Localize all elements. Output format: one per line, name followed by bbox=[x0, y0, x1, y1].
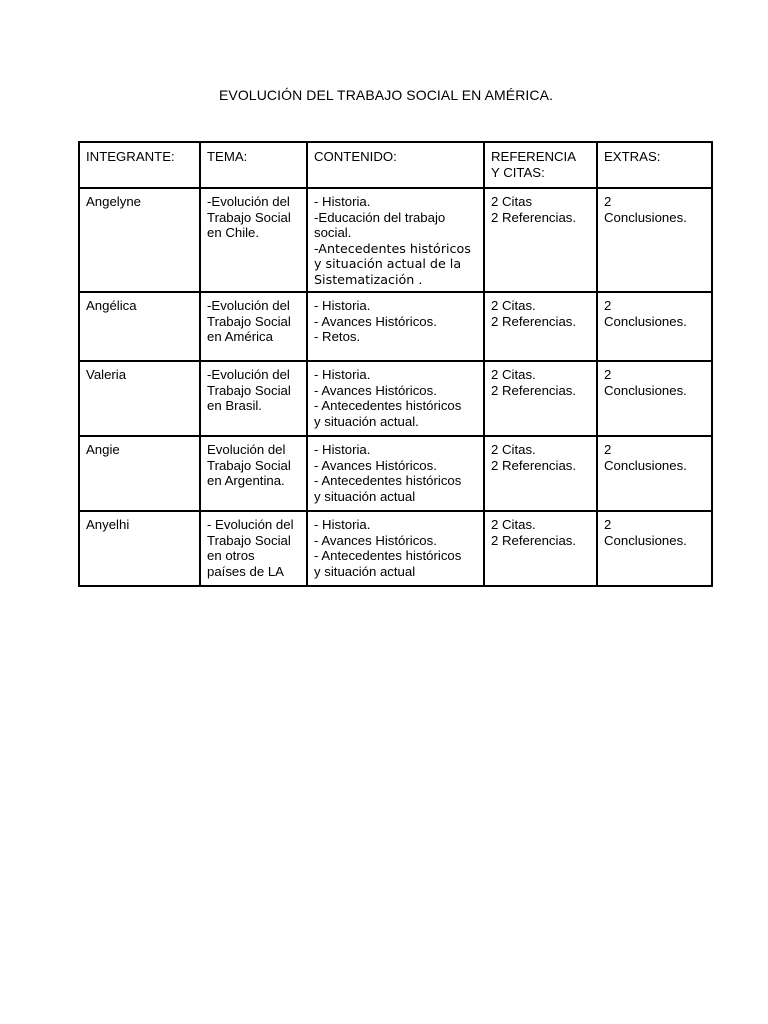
cell-tema bbox=[200, 361, 307, 436]
header-referencia-line: REFERENCIA bbox=[491, 149, 576, 164]
referencias-line: 2 Citas bbox=[491, 194, 533, 209]
cell-extras bbox=[597, 511, 712, 586]
contenido-line: -Educación del trabajo bbox=[314, 209, 446, 225]
header-referencia-line: Y CITAS: bbox=[491, 164, 545, 180]
contenido-line: y situación actual bbox=[314, 563, 416, 579]
contenido-line: y situación actual bbox=[314, 488, 416, 504]
tema-line: Evolución del bbox=[207, 442, 286, 457]
contenido-line: - Avances Históricos. bbox=[314, 382, 437, 398]
contenido-line: - Antecedentes históricos bbox=[314, 548, 462, 563]
extras-line: 2 bbox=[604, 442, 612, 457]
extras-line: Conclusiones. bbox=[604, 209, 687, 225]
cell-tema bbox=[200, 188, 307, 292]
extras-line: Conclusiones. bbox=[604, 457, 687, 473]
referencias-line: 2 Citas. bbox=[491, 517, 536, 532]
contenido-line: Sistematización . bbox=[314, 271, 423, 287]
cell-extras bbox=[597, 292, 712, 361]
cell-integrante: Anyelhi bbox=[79, 511, 200, 586]
extras-line: Conclusiones. bbox=[604, 313, 687, 329]
cell-integrante: Valeria bbox=[79, 361, 200, 436]
contenido-line: - Avances Históricos. bbox=[314, 457, 437, 473]
referencias-line: 2 Citas. bbox=[491, 442, 536, 457]
contenido-line: - Retos. bbox=[314, 329, 361, 344]
table-row bbox=[79, 188, 712, 292]
tema-line: - Evolución del bbox=[207, 517, 294, 532]
tema-line: -Evolución del bbox=[207, 367, 290, 382]
extras-line: 2 bbox=[604, 194, 612, 209]
cell-contenido bbox=[307, 188, 484, 292]
cell-extras bbox=[597, 188, 712, 292]
tema-line: -Evolución del bbox=[207, 194, 290, 209]
tema-line: Trabajo Social bbox=[207, 457, 291, 473]
header-tema: TEMA: bbox=[200, 142, 307, 188]
assignment-table bbox=[78, 141, 713, 587]
header-contenido: CONTENIDO: bbox=[307, 142, 484, 188]
table-row bbox=[79, 292, 712, 361]
contenido-line: - Historia. bbox=[314, 517, 371, 532]
referencias-line: 2 Referencias. bbox=[491, 313, 577, 329]
tema-line: Trabajo Social bbox=[207, 313, 291, 329]
tema-line: en Chile. bbox=[207, 225, 260, 240]
referencias-line: 2 Referencias. bbox=[491, 209, 577, 225]
contenido-line: - Antecedentes históricos bbox=[314, 398, 462, 413]
tema-line: en Brasil. bbox=[207, 398, 262, 413]
extras-line: 2 bbox=[604, 367, 612, 382]
cell-contenido bbox=[307, 361, 484, 436]
cell-referencias bbox=[484, 361, 597, 436]
cell-referencias bbox=[484, 511, 597, 586]
referencias-line: 2 Referencias. bbox=[491, 382, 577, 398]
referencias-line: 2 Citas. bbox=[491, 367, 536, 382]
cell-integrante: Angie bbox=[79, 436, 200, 511]
tema-line: países de LA bbox=[207, 563, 284, 579]
cell-extras bbox=[597, 361, 712, 436]
header-referencia bbox=[484, 142, 597, 188]
cell-tema bbox=[200, 511, 307, 586]
extras-line: Conclusiones. bbox=[604, 382, 687, 398]
contenido-line: - Historia. bbox=[314, 298, 371, 313]
table-row bbox=[79, 511, 712, 586]
contenido-line: y situación actual de la bbox=[314, 256, 462, 271]
cell-contenido bbox=[307, 292, 484, 361]
tema-line: -Evolución del bbox=[207, 298, 290, 313]
cell-tema bbox=[200, 436, 307, 511]
cell-tema bbox=[200, 292, 307, 361]
extras-line: 2 bbox=[604, 298, 612, 313]
contenido-line: - Historia. bbox=[314, 367, 371, 382]
tema-line: Trabajo Social bbox=[207, 532, 291, 548]
contenido-line: - Avances Históricos. bbox=[314, 313, 437, 329]
referencias-line: 2 Referencias. bbox=[491, 532, 577, 548]
contenido-line: y situación actual. bbox=[314, 413, 419, 429]
cell-extras bbox=[597, 436, 712, 511]
contenido-line: -Antecedentes históricos bbox=[314, 240, 471, 256]
cell-integrante: Angélica bbox=[79, 292, 200, 361]
tema-line: en América bbox=[207, 329, 273, 344]
cell-referencias bbox=[484, 436, 597, 511]
extras-line: 2 bbox=[604, 517, 612, 532]
cell-referencias bbox=[484, 292, 597, 361]
contenido-line: social. bbox=[314, 225, 352, 240]
tema-line: Trabajo Social bbox=[207, 382, 291, 398]
contenido-line: - Historia. bbox=[314, 194, 371, 209]
referencias-line: 2 Referencias. bbox=[491, 457, 577, 473]
contenido-line: - Antecedentes históricos bbox=[314, 473, 462, 488]
table-row bbox=[79, 436, 712, 511]
tema-line: en Argentina. bbox=[207, 473, 285, 488]
page-title: EVOLUCIÓN DEL TRABAJO SOCIAL EN AMÉRICA. bbox=[218, 87, 554, 103]
referencias-line: 2 Citas. bbox=[491, 298, 536, 313]
contenido-line: - Avances Históricos. bbox=[314, 532, 437, 548]
header-integrante: INTEGRANTE: bbox=[79, 142, 200, 188]
table-header-row bbox=[79, 142, 712, 188]
header-extras: EXTRAS: bbox=[597, 142, 712, 188]
cell-referencias bbox=[484, 188, 597, 292]
contenido-line: - Historia. bbox=[314, 442, 371, 457]
table-row bbox=[79, 361, 712, 436]
cell-contenido bbox=[307, 511, 484, 586]
tema-line: Trabajo Social bbox=[207, 209, 291, 225]
cell-integrante: Angelyne bbox=[79, 188, 200, 292]
tema-line: en otros bbox=[207, 548, 255, 563]
cell-contenido bbox=[307, 436, 484, 511]
extras-line: Conclusiones. bbox=[604, 532, 687, 548]
